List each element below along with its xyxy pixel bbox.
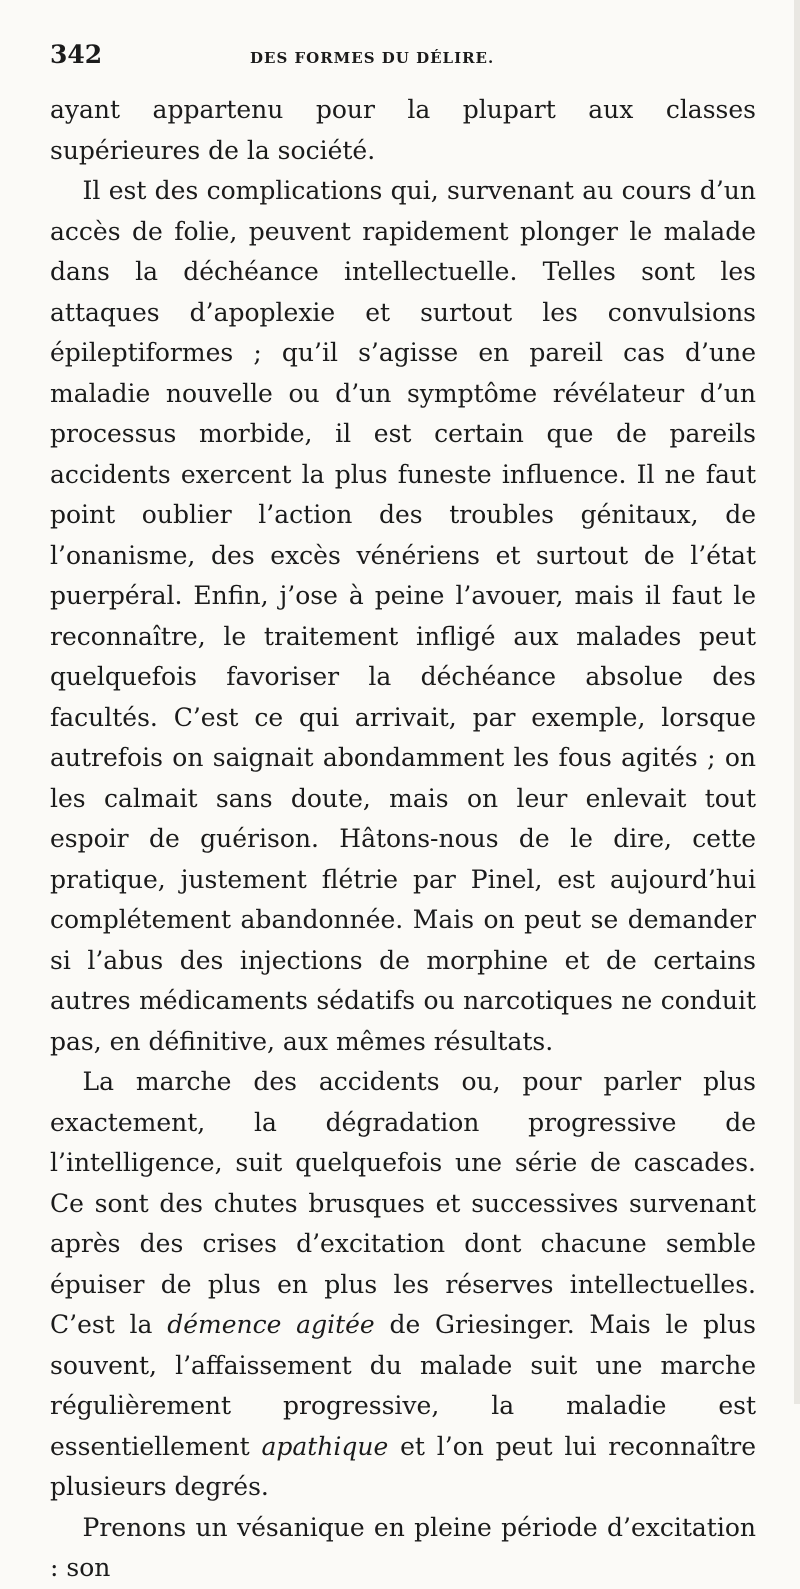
paragraph-text-span: de Griesinger. Mais le plus souvent, l’affaissement du malade suit une marche régulièrement progressive, la maladie est essentiellement — [50, 1310, 757, 1461]
paragraph-complications: Il est des complications qui, survenant au cours d’un accès de folie, peuvent rapidement plonger le malade dans la déchéance intellectuelle. Telles sont les attaques d’apoplexie et surtout les convulsions épileptiformes ; qu’il s’agisse en pareil cas d’une maladie nouvelle ou d’un symptôme révélateur d’un processus morbide, il est certain que de pareils accidents exercent la plus funeste influence. Il ne faut point oublier l’action des troubles génitaux, de l’onanisme, des excès vénériens et surtout de l’état puerpéral. Enfin, j’ose à peine l’avouer, mais il faut le reconnaître, le traitement infligé aux malades peut quelquefois favoriser la déchéance absolue des facultés. C’est ce qui arrivait, par exemple, lorsque autrefois on saignait abondamment les fous agités ; on les calmait sans doute, mais on leur enlevait tout espoir de guérison. Hâtons-nous de le dire, cette pratique, justement flétrie par Pinel, est aujourd’hui complétement abandonnée. Mais on peut se demander si l’abus des injections de morphine et de certains autres médicaments sédatifs ou narcotiques ne conduit pas, en définitive, aux mêmes résultats. — [50, 176, 756, 1056]
paragraph-text-span: La marche des accidents ou, pour parler plus exactement, la dégradation progressive de l’intelligence, suit quelquefois une série de cascades. Ce sont des chutes brusques et successives survenant après des crises d’excitation dont chacune semble épuiser de plus en plus les réserves intellectuelles. C’est la — [50, 1067, 756, 1339]
italic-term-apathique: apathique — [261, 1431, 389, 1461]
running-title: DES FORMES DU DÉLIRE. — [250, 49, 495, 67]
paragraph-text-span: et l’on peut lui reconnaître plusieurs degrés. — [50, 1431, 756, 1501]
page-body — [50, 90, 756, 1589]
page-header — [50, 40, 756, 84]
page-number: 342 — [50, 40, 103, 69]
paragraph-marche-des-accidents — [50, 1062, 756, 1508]
paragraph-continuation: ayant appartenu pour la plupart aux classes supérieures de la société. — [50, 95, 756, 165]
italic-term-demence-agitee: démence agitée — [167, 1310, 375, 1339]
paragraph-vesanique: Prenons un vésanique en pleine période d’excitation : son — [50, 1512, 756, 1582]
